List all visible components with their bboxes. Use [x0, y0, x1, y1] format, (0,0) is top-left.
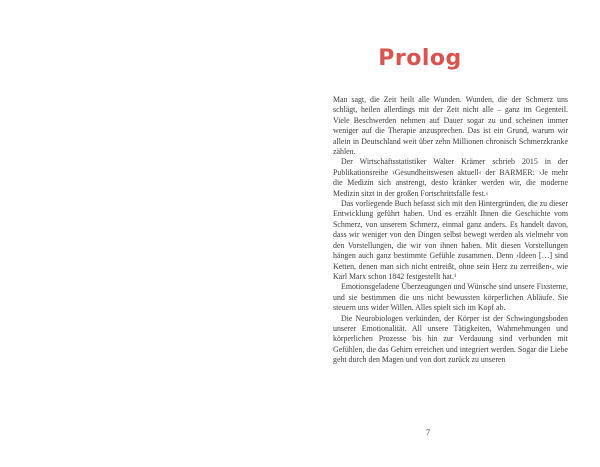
- paragraph-5: Die Neurobiologen verkünden, der Körper ist der Schwingungsboden unserer Emotionalität. All unsere Tätigkeiten, Wahrnehmungen und körperlichen Prozesse bis hin zur Verdauung sind verbunden mit Gefühlen, die das Gehirn erreichen und integriert werden. Sogar die Liebe geht durch den Magen und von dort zurück zu unseren: [333, 313, 568, 365]
- paragraph-2: Der Wirtschaftsstatistiker Walter Krämer schrieb 2015 in der Publikationsreihe ›Gesundheitswesen aktuell‹ der BARMER: ›Je mehr die Medizin sich anstrengt, desto kränker werden wir, die moderne Medizin sitzt in der großen Fortschrittsfalle fest.‹: [333, 157, 568, 198]
- paragraph-3: Das vorliegende Buch befasst sich mit den Hintergründen, die zu dieser Entwicklung geführt haben. Und es erzählt Ihnen die Geschichte vom Schmerz, von unserem Schmerz, einmal ganz anders. Es handelt davon, dass wir weniger von den Dingen selbst bewegt werden als vielmehr von den Vorstellungen, die wir von ihnen haben. Mit diesen Vorstellungen hängen auch ganz bestimmte Gefühle zusammen. Denn ›Ideen […] sind Ketten, denen man sich nicht entreißt, ohne sein Herz zu zerreißen‹, wie Karl Marx schon 1842 festgestellt hat.¹: [333, 199, 568, 281]
- page-number: 7: [426, 428, 430, 437]
- paragraph-1: Man sagt, die Zeit heilt alle Wunden. Wunden, die der Schmerz uns schlägt, heilen allerdings mit der Zeit nicht alle – ganz im Gegenteil. Viele Beschwerden nehmen auf Dauer sogar zu und scheinen immer weniger auf die Therapie anzusprechen. Das ist ein Grund, warum wir allein in Deutschland weit über zehn Millionen chronisch Schmerzkranke zählen.: [333, 95, 568, 157]
- chapter-title: Prolog: [378, 46, 462, 71]
- paragraph-4: Emotionsgeladene Überzeugungen und Wünsche sind unsere Fixsterne, und sie bestimmen die uns nicht bewussten körperlichen Abläufe. Sie steuern uns wider Willen. Alles spielt sich im Kopf ab.: [333, 282, 568, 313]
- body-text: [333, 95, 568, 366]
